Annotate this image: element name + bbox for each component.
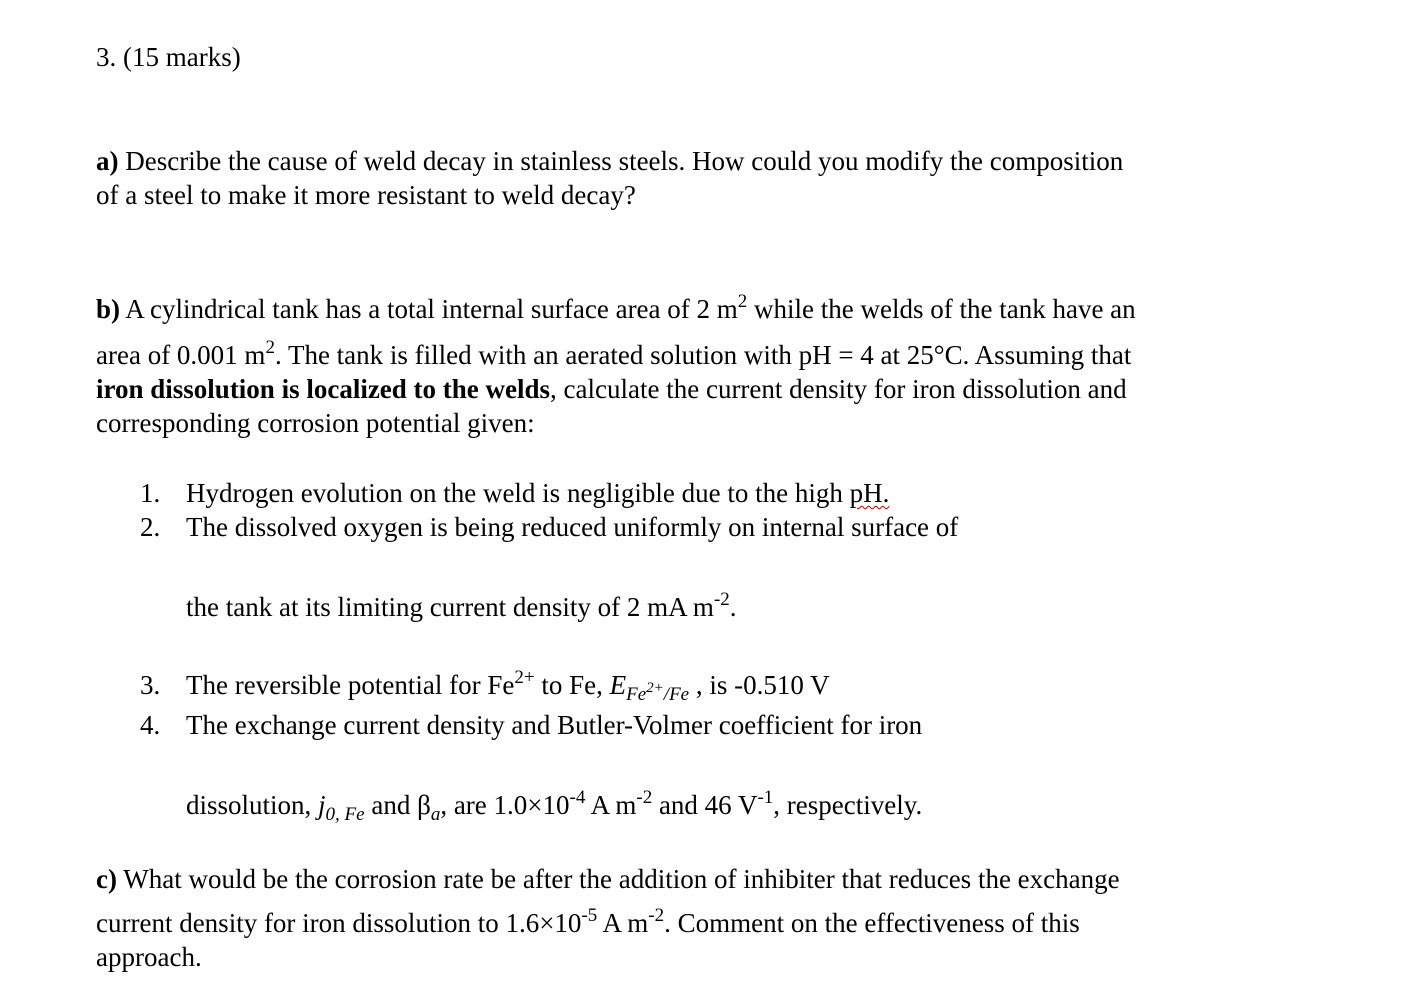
list-item-4-exp1: -4 <box>569 787 586 808</box>
list-item-4-cont-d: A m <box>585 790 637 820</box>
list-item-2-cont-b: . <box>729 592 737 622</box>
question-header: 3. (15 marks) <box>96 42 241 72</box>
part-b-line-2 <box>96 338 1131 372</box>
list-item-4-j: j <box>318 790 326 820</box>
list-number-4: 4. <box>140 710 161 740</box>
list-item-1-ph: pH. <box>849 478 890 508</box>
list-item-4-exp3: -1 <box>757 787 774 808</box>
list-item-4-j-sub: 0, Fe <box>325 804 365 825</box>
part-a-line-2: of a steel to make it more resistant to weld decay? <box>96 180 636 210</box>
list-item-4-continuation <box>186 787 923 825</box>
list-number-1: 1. <box>140 478 161 508</box>
list-item-2-cont-a: the tank at its limiting current density of 2 mA m <box>186 592 714 622</box>
list-item-3-a: The reversible potential for Fe <box>186 670 515 700</box>
part-b-text-1b: while the welds of the tank have an <box>747 294 1136 324</box>
list-item-2-sup: -2 <box>713 589 730 610</box>
list-item-4-cont-e: and 46 V <box>652 790 758 820</box>
part-b-text-3: , calculate the current density for iron dissolution and <box>550 374 1127 404</box>
list-item-3-sub-tail: /Fe <box>663 684 690 705</box>
part-b-text-2a: area of 0.001 m <box>96 340 266 370</box>
part-c-sup-2: -2 <box>648 905 665 926</box>
part-a-text-1: Describe the cause of weld decay in stainless steels. How could you modify the composition <box>118 146 1124 176</box>
part-c-label: c) <box>96 864 117 894</box>
part-c-text-2a: current density for iron dissolution to 1.6×10 <box>96 908 582 938</box>
part-c-text-1: What would be the corrosion rate be after the addition of inhibiter that reduces the exchange <box>116 864 1120 894</box>
part-b-label: b) <box>96 294 121 324</box>
list-item-2: The dissolved oxygen is being reduced uniformly on internal surface of <box>186 512 959 542</box>
list-item-1-text: Hydrogen evolution on the weld is negligible due to the high <box>186 478 850 508</box>
part-b-sup-1: 2 <box>737 291 748 312</box>
list-item-4: The exchange current density and Butler-Volmer coefficient for iron <box>186 710 923 740</box>
part-c-line-3: approach. <box>96 942 202 972</box>
list-number-2: 2. <box>140 512 161 542</box>
list-item-4-cont-a: dissolution, <box>186 790 319 820</box>
list-item-3-b: to Fe, <box>534 670 610 700</box>
part-b-bold-phrase: iron dissolution is localized to the welds <box>96 374 551 404</box>
list-item-3-sup: 2+ <box>514 667 535 688</box>
part-a-line-1 <box>96 144 1123 178</box>
part-c-text-2b: A m <box>597 908 649 938</box>
part-b-sup-2: 2 <box>265 337 275 358</box>
list-item-3-sub-sup: 2+ <box>646 680 664 696</box>
list-item-4-exp2: -2 <box>636 787 653 808</box>
list-item-3-sub <box>626 680 690 705</box>
list-item-3-sub-fe: Fe <box>626 684 647 705</box>
part-b-line-3 <box>96 372 1127 406</box>
list-number-3: 3. <box>140 670 161 700</box>
list-item-3 <box>186 667 830 705</box>
list-item-4-cont-f: , respectively. <box>773 790 923 820</box>
list-item-2-continuation <box>186 590 737 624</box>
part-c-line-2 <box>96 906 1080 940</box>
part-b-line-4: corresponding corrosion potential given: <box>96 408 535 438</box>
part-c-sup-1: -5 <box>581 905 598 926</box>
part-b-text-1a: A cylindrical tank has a total internal surface area of 2 m <box>120 294 738 324</box>
part-c-line-1 <box>96 862 1120 896</box>
part-b-line-1 <box>96 292 1136 326</box>
list-item-4-cont-b: and β <box>364 790 431 820</box>
part-a-label: a) <box>96 146 119 176</box>
list-item-3-E: E <box>609 670 627 700</box>
part-c-text-2c: . Comment on the effectiveness of this <box>664 908 1080 938</box>
part-b-text-2b: . The tank is filled with an aerated solution with pH = 4 at 25°C. Assuming that <box>274 340 1132 370</box>
list-item-4-cont-c: , are 1.0×10 <box>440 790 570 820</box>
list-item-3-c: , is -0.510 V <box>689 670 830 700</box>
list-item-1 <box>186 476 889 510</box>
list-item-4-beta-sub: a <box>430 804 441 825</box>
